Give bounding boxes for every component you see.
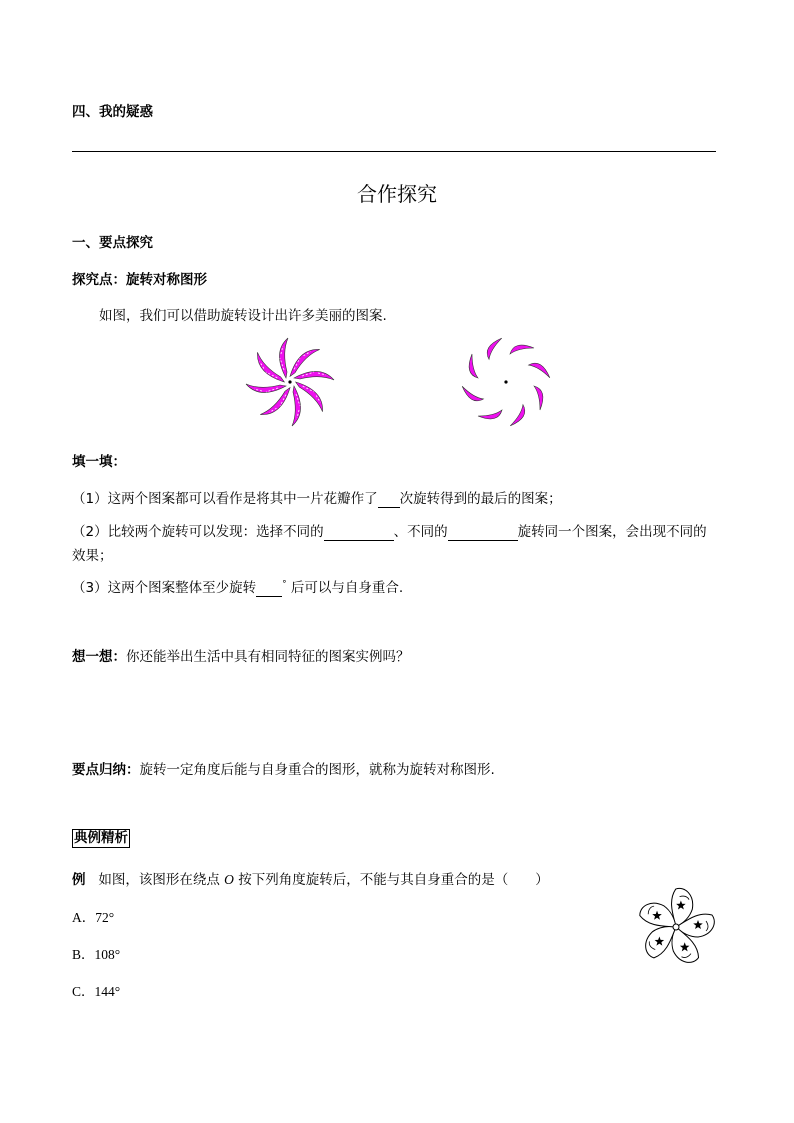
question-2-blank-1[interactable] xyxy=(324,524,394,541)
ring-petal xyxy=(506,405,529,428)
example-box-text: 典例精析 xyxy=(74,830,128,846)
question-1-text-a: （1）这两个图案都可以看作是将其中一片花瓣作了 xyxy=(72,491,378,507)
think-text: 你还能举出生活中具有相同特征的图案实例吗？ xyxy=(126,649,410,665)
question-2 xyxy=(72,520,707,541)
pinwheel-petal xyxy=(246,384,286,393)
option-b[interactable]: B．108° xyxy=(72,947,121,962)
ring-petal xyxy=(510,345,534,354)
example-label: 例 xyxy=(72,872,86,888)
ring-petal xyxy=(478,410,502,419)
degree-symbol: ° xyxy=(282,579,287,590)
point-o: O xyxy=(224,872,234,887)
question-3-blank[interactable] xyxy=(256,580,282,597)
think-line xyxy=(72,645,410,665)
example-question-text-b: 按下列角度旋转后，不能与其自身重合的是（ ） xyxy=(233,872,549,888)
center-dot xyxy=(288,380,291,383)
question-3-text-b: 后可以与自身重合. xyxy=(286,580,404,596)
pinwheel-petal xyxy=(279,338,288,378)
ring-petal xyxy=(534,386,543,410)
pinwheel-figure-left xyxy=(239,333,341,431)
summary-label: 要点归纳： xyxy=(72,762,140,778)
option-c[interactable]: C．144° xyxy=(72,984,121,999)
flower-center xyxy=(673,924,679,930)
option-a[interactable]: A．72° xyxy=(72,910,115,925)
ring-petal xyxy=(529,359,552,382)
exploration-point-label: 探究点：旋转对称图形 xyxy=(72,272,207,288)
pinwheel-petal xyxy=(294,371,334,380)
section-one-heading: 一、要点探究 xyxy=(72,235,153,251)
question-2-text-c: 旋转同一个图案，会出现不同的 xyxy=(517,524,707,540)
section-four-heading: 四、我的疑惑 xyxy=(72,104,153,120)
pinwheel-petal xyxy=(292,386,301,426)
question-1-text-b: 次旋转得到的最后的图案； xyxy=(399,491,562,507)
question-1-blank[interactable] xyxy=(378,491,400,508)
ring-petal xyxy=(469,354,478,378)
example-question xyxy=(72,868,549,888)
horizontal-rule xyxy=(72,151,716,152)
summary-line xyxy=(72,758,495,778)
ring-figure-right xyxy=(457,336,555,428)
question-2-continuation: 效果； xyxy=(72,548,113,564)
example-question-text-a: 如图，该图形在绕点 xyxy=(98,872,225,888)
think-label: 想一想： xyxy=(72,649,126,665)
ring-petal xyxy=(460,382,483,405)
question-1 xyxy=(72,487,562,508)
question-2-text-b: 、不同的 xyxy=(393,524,448,540)
ring-petal xyxy=(483,336,506,359)
page-title: 合作探究 xyxy=(357,182,437,206)
question-3-text-a: （3）这两个图案整体至少旋转 xyxy=(72,580,257,596)
question-2-text-a: （2）比较两个旋转可以发现：选择不同的 xyxy=(72,524,324,540)
flower-star-icon xyxy=(633,883,719,967)
center-dot xyxy=(504,380,507,383)
intro-text: 如图，我们可以借助旋转设计出许多美丽的图案. xyxy=(99,308,387,324)
question-2-blank-2[interactable] xyxy=(448,524,518,541)
example-box-label xyxy=(72,829,130,848)
fill-in-heading: 填一填： xyxy=(72,454,126,470)
question-3 xyxy=(72,576,403,597)
summary-text: 旋转一定角度后能与自身重合的图形，就称为旋转对称图形. xyxy=(139,762,495,778)
